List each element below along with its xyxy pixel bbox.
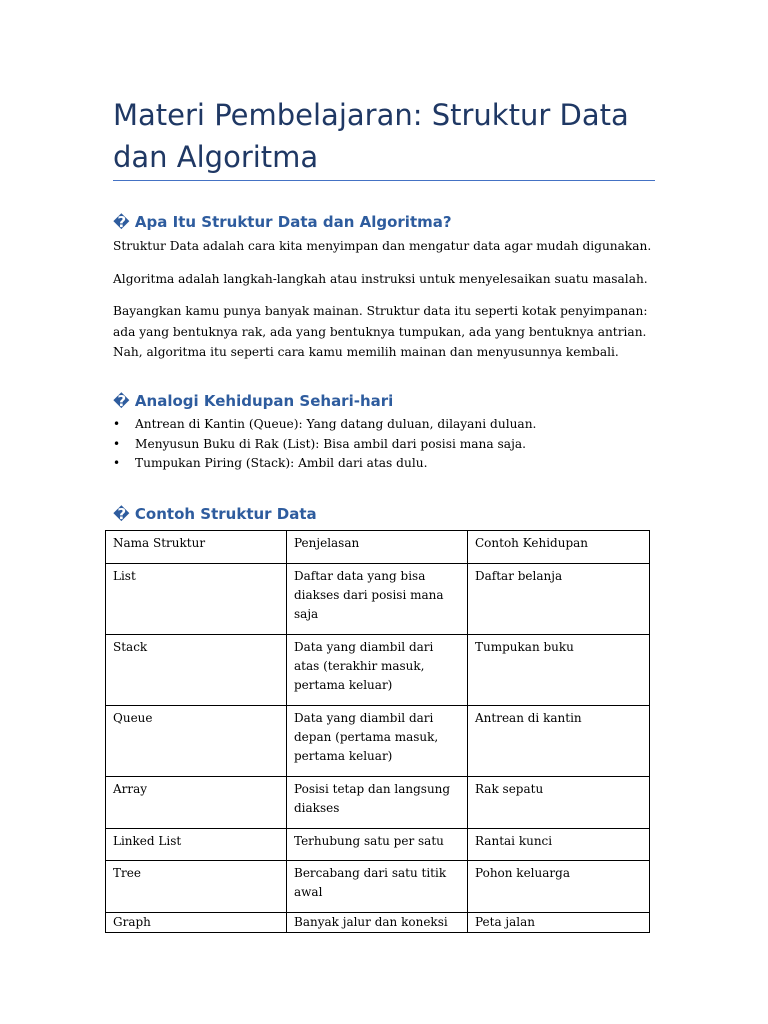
table-header-cell: Penjelasan: [287, 531, 468, 564]
table-cell: Rantai kunci: [468, 829, 650, 861]
paragraph-struktur-data: Struktur Data adalah cara kita menyimpan dan mengatur data agar mudah digunakan.: [113, 239, 652, 253]
table-row: [106, 564, 650, 635]
table-cell: Tree: [106, 861, 287, 913]
table-row: [106, 706, 650, 777]
paragraph-algoritma: Algoritma adalah langkah-langkah atau instruksi untuk menyelesaikan suatu masalah.: [113, 272, 648, 286]
table-row: [106, 861, 650, 913]
page-title: Materi Pembelajaran: Struktur Data dan Algoritma: [113, 98, 629, 174]
bullet-icon: •: [113, 456, 121, 470]
table-cell: Data yang diambil dari depan (pertama masuk, pertama keluar): [287, 706, 468, 777]
list-item: [113, 435, 653, 455]
table-cell: Daftar data yang bisa diakses dari posisi mana saja: [287, 564, 468, 635]
list-item-text: Tumpukan Piring (Stack): Ambil dari atas dulu.: [135, 456, 428, 470]
table-row: [106, 913, 650, 933]
table-cell: Terhubung satu per satu: [287, 829, 468, 861]
list-item-text: Menyusun Buku di Rak (List): Bisa ambil dari posisi mana saja.: [135, 436, 526, 451]
data-structure-table: [105, 530, 650, 933]
table-cell: Rak sepatu: [468, 777, 650, 829]
paragraph-analogy: Bayangkan kamu punya banyak mainan. Struktur data itu seperti kotak penyimpanan: ada yang bentuknya rak, ada yang bentuknya tumpukan, ada yang bentuknya antrian. Nah, algoritma itu seperti cara kamu memilih mainan dan menyusunnya kembali.: [113, 304, 648, 359]
list-item: [113, 454, 653, 474]
table-row: [106, 829, 650, 861]
table-row: [106, 777, 650, 829]
section-heading-analogies: � Analogi Kehidupan Sehari-hari: [113, 392, 394, 410]
analogy-list: [113, 415, 653, 474]
table-cell: Graph: [106, 913, 287, 933]
table-header-row: [106, 531, 650, 564]
bullet-icon: •: [113, 417, 121, 431]
table-row: [106, 635, 650, 706]
table-cell: Linked List: [106, 829, 287, 861]
table-cell: Tumpukan buku: [468, 635, 650, 706]
table-cell: Posisi tetap dan langsung diakses: [287, 777, 468, 829]
table-cell: Array: [106, 777, 287, 829]
table-cell: Stack: [106, 635, 287, 706]
list-item: [113, 415, 653, 435]
table-cell: Data yang diambil dari atas (terakhir masuk, pertama keluar): [287, 635, 468, 706]
table-cell: Queue: [106, 706, 287, 777]
table-cell: Bercabang dari satu titik awal: [287, 861, 468, 913]
table-cell: Peta jalan: [468, 913, 650, 933]
bullet-icon: •: [113, 436, 121, 451]
title-underline: [113, 180, 655, 181]
table-cell: List: [106, 564, 287, 635]
section-heading-examples: � Contoh Struktur Data: [113, 505, 317, 523]
table-header-cell: Contoh Kehidupan: [468, 531, 650, 564]
table-cell: Pohon keluarga: [468, 861, 650, 913]
table-cell: Antrean di kantin: [468, 706, 650, 777]
table-header-cell: Nama Struktur: [106, 531, 287, 564]
list-item-text: Antrean di Kantin (Queue): Yang datang duluan, dilayani duluan.: [135, 417, 537, 431]
section-heading-what-is: � Apa Itu Struktur Data dan Algoritma?: [113, 213, 452, 231]
table-cell: Banyak jalur dan koneksi: [287, 913, 468, 933]
table-cell: Daftar belanja: [468, 564, 650, 635]
